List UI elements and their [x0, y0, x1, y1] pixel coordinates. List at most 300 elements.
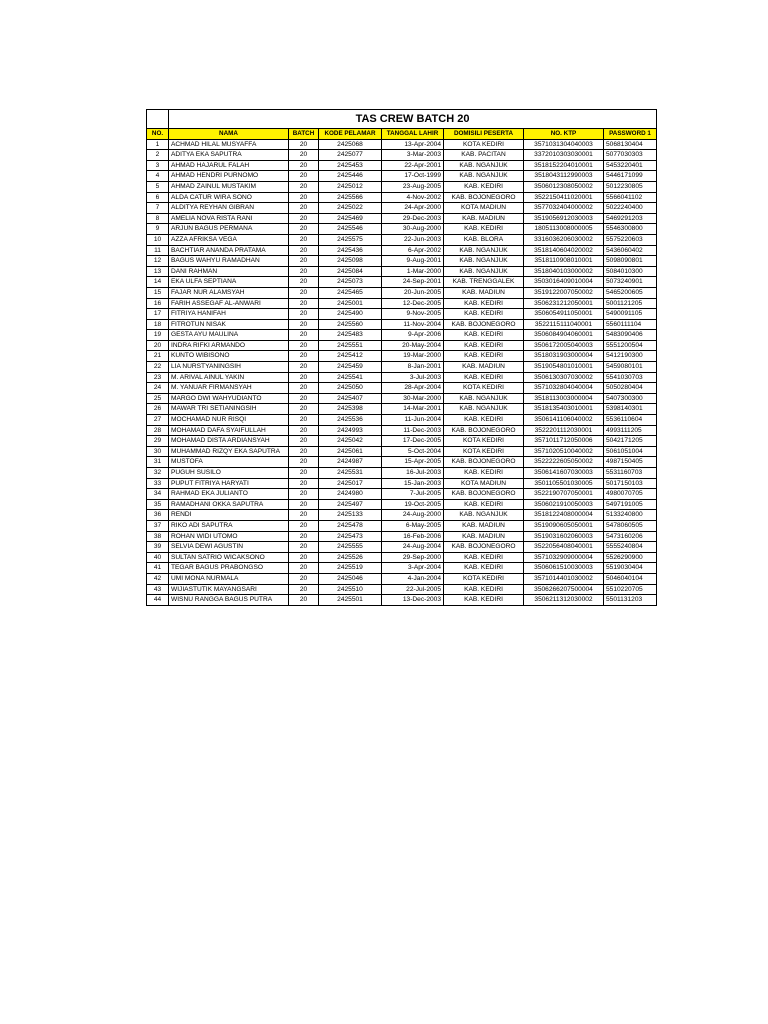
table-row — [147, 383, 657, 394]
cell-batch: 20 — [289, 478, 319, 489]
cell-no-ktp: 3519054801010001 — [524, 362, 604, 373]
cell-tanggal-lahir: 4-Jan-2004 — [382, 573, 444, 584]
cell-password: 5046040104 — [604, 573, 657, 584]
cell-password: 5478060505 — [604, 520, 657, 531]
table-row — [147, 499, 657, 510]
cell-no: 25 — [147, 393, 169, 404]
table-row — [147, 340, 657, 351]
cell-password: 5490091105 — [604, 309, 657, 320]
cell-no: 23 — [147, 372, 169, 383]
table-row — [147, 457, 657, 468]
cell-kode-pelamar: 2425046 — [319, 573, 382, 584]
header-row — [147, 129, 657, 140]
cell-tanggal-lahir: 19-Oct-2005 — [382, 499, 444, 510]
cell-nama: GESTA AYU MAULINA — [169, 330, 289, 341]
table-row — [147, 287, 657, 298]
cell-domisili: KAB. TRENGGALEK — [444, 277, 524, 288]
cell-nama: SULTAN SATRIO WICAKSONO — [169, 552, 289, 563]
cell-domisili: KAB. BOJONEGORO — [444, 425, 524, 436]
cell-kode-pelamar: 2425050 — [319, 383, 382, 394]
cell-password: 5017150103 — [604, 478, 657, 489]
table-row — [147, 160, 657, 171]
cell-nama: ACHMAD HILAL MUSYAFFA — [169, 139, 289, 150]
cell-no: 39 — [147, 542, 169, 553]
cell-no-ktp: 3522201112030001 — [524, 425, 604, 436]
cell-batch: 20 — [289, 552, 319, 563]
cell-domisili: KAB. BOJONEGORO — [444, 489, 524, 500]
cell-tanggal-lahir: 6-Apr-2002 — [382, 245, 444, 256]
cell-kode-pelamar: 2425459 — [319, 362, 382, 373]
cell-batch: 20 — [289, 192, 319, 203]
cell-nama: PUPUT FITRIYA HARYATI — [169, 478, 289, 489]
cell-no-ktp: 3506021910050003 — [524, 499, 604, 510]
cell-password: 5497191005 — [604, 499, 657, 510]
cell-no-ktp: 3522150411020001 — [524, 192, 604, 203]
cell-nama: RENDI — [169, 510, 289, 521]
cell-no: 4 — [147, 171, 169, 182]
cell-kode-pelamar: 2425022 — [319, 203, 382, 214]
cell-batch: 20 — [289, 383, 319, 394]
cell-domisili: KAB. KEDIRI — [444, 298, 524, 309]
table-row — [147, 404, 657, 415]
cell-batch: 20 — [289, 393, 319, 404]
cell-nama: WISNU RANGGA BAGUS PUTRA — [169, 595, 289, 606]
table-row — [147, 277, 657, 288]
cell-tanggal-lahir: 30-Mar-2000 — [382, 393, 444, 404]
cell-domisili: KAB. KEDIRI — [444, 224, 524, 235]
cell-no-ktp: 3519122007050002 — [524, 287, 604, 298]
cell-kode-pelamar: 2425566 — [319, 192, 382, 203]
cell-nama: AZZA AFRIKSA VEGA — [169, 234, 289, 245]
cell-tanggal-lahir: 28-Apr-2004 — [382, 383, 444, 394]
table-row — [147, 171, 657, 182]
cell-no-ktp: 3518043112990003 — [524, 171, 604, 182]
cell-no-ktp: 3501105501030005 — [524, 478, 604, 489]
cell-password: 5453220401 — [604, 160, 657, 171]
cell-batch: 20 — [289, 277, 319, 288]
cell-kode-pelamar: 2425531 — [319, 468, 382, 479]
cell-password: 5551200504 — [604, 340, 657, 351]
cell-nama: BAGUS WAHYU RAMADHAN — [169, 256, 289, 267]
cell-domisili: KAB. MADIUN — [444, 287, 524, 298]
cell-nama: RIKO ADI SAPUTRA — [169, 520, 289, 531]
cell-kode-pelamar: 2425541 — [319, 372, 382, 383]
cell-batch: 20 — [289, 171, 319, 182]
cell-domisili: KOTA KEDIRI — [444, 436, 524, 447]
table-row — [147, 245, 657, 256]
cell-tanggal-lahir: 11-Jun-2004 — [382, 415, 444, 426]
column-header-no-ktp: NO. KTP — [524, 129, 604, 140]
cell-nama: AHMAD HENDRI PURNOMO — [169, 171, 289, 182]
cell-no: 7 — [147, 203, 169, 214]
cell-tanggal-lahir: 7-Jul-2005 — [382, 489, 444, 500]
cell-kode-pelamar: 2425073 — [319, 277, 382, 288]
table-body — [147, 139, 657, 605]
cell-kode-pelamar: 2425098 — [319, 256, 382, 267]
cell-kode-pelamar: 2425068 — [319, 139, 382, 150]
cell-domisili: KAB. NGANJUK — [444, 171, 524, 182]
cell-batch: 20 — [289, 520, 319, 531]
cell-no: 24 — [147, 383, 169, 394]
cell-nama: MOHAMAD DISTA ARDIANSYAH — [169, 436, 289, 447]
cell-tanggal-lahir: 9-Apr-2006 — [382, 330, 444, 341]
cell-no-ktp: 3506084904060001 — [524, 330, 604, 341]
cell-tanggal-lahir: 29-Sep-2000 — [382, 552, 444, 563]
cell-kode-pelamar: 2425478 — [319, 520, 382, 531]
cell-password: 5510220705 — [604, 584, 657, 595]
cell-kode-pelamar: 2425519 — [319, 563, 382, 574]
cell-no-ktp: 3518122408000004 — [524, 510, 604, 521]
cell-tanggal-lahir: 24-Aug-2004 — [382, 542, 444, 553]
cell-tanggal-lahir: 9-Aug-2001 — [382, 256, 444, 267]
cell-no: 15 — [147, 287, 169, 298]
table-row — [147, 362, 657, 373]
cell-no-ktp: 3571020510040002 — [524, 446, 604, 457]
cell-batch: 20 — [289, 425, 319, 436]
cell-kode-pelamar: 2425407 — [319, 393, 382, 404]
cell-nama: M. YANUAR FIRMANSYAH — [169, 383, 289, 394]
cell-nama: BACHTIAR ANANDA PRATAMA — [169, 245, 289, 256]
cell-tanggal-lahir: 19-Mar-2000 — [382, 351, 444, 362]
table-row — [147, 266, 657, 277]
cell-domisili: KAB. KEDIRI — [444, 351, 524, 362]
cell-no: 19 — [147, 330, 169, 341]
cell-kode-pelamar: 2425490 — [319, 309, 382, 320]
cell-no-ktp: 3522115111040001 — [524, 319, 604, 330]
cell-kode-pelamar: 2425526 — [319, 552, 382, 563]
cell-domisili: KAB. KEDIRI — [444, 330, 524, 341]
cell-batch: 20 — [289, 256, 319, 267]
cell-domisili: KAB. KEDIRI — [444, 372, 524, 383]
cell-batch: 20 — [289, 531, 319, 542]
cell-domisili: KAB. KEDIRI — [444, 415, 524, 426]
column-header-batch: BATCH — [289, 129, 319, 140]
cell-password: 5001121205 — [604, 298, 657, 309]
cell-no: 43 — [147, 584, 169, 595]
cell-nama: AHMAD HAJARUL FALAH — [169, 160, 289, 171]
cell-batch: 20 — [289, 510, 319, 521]
cell-no: 20 — [147, 340, 169, 351]
cell-no-ktp: 3506012308050002 — [524, 181, 604, 192]
blank-corner-cell — [147, 110, 169, 129]
cell-domisili: KOTA KEDIRI — [444, 573, 524, 584]
cell-kode-pelamar: 2424987 — [319, 457, 382, 468]
cell-password: 5042171205 — [604, 436, 657, 447]
cell-domisili: KOTA KEDIRI — [444, 139, 524, 150]
cell-batch: 20 — [289, 415, 319, 426]
cell-no: 27 — [147, 415, 169, 426]
title-row — [147, 110, 657, 129]
cell-no-ktp: 3519056912030003 — [524, 213, 604, 224]
cell-password: 5541030703 — [604, 372, 657, 383]
cell-no: 40 — [147, 552, 169, 563]
cell-kode-pelamar: 2425077 — [319, 150, 382, 161]
cell-nama: INDRA RIFKI ARMANDO — [169, 340, 289, 351]
cell-batch: 20 — [289, 160, 319, 171]
cell-password: 5469291203 — [604, 213, 657, 224]
cell-no: 28 — [147, 425, 169, 436]
cell-batch: 20 — [289, 309, 319, 320]
cell-password: 5398140301 — [604, 404, 657, 415]
cell-tanggal-lahir: 13-Apr-2004 — [382, 139, 444, 150]
cell-no-ktp: 3518135403010001 — [524, 404, 604, 415]
cell-domisili: KAB. KEDIRI — [444, 499, 524, 510]
cell-no: 36 — [147, 510, 169, 521]
cell-kode-pelamar: 2425483 — [319, 330, 382, 341]
cell-nama: EKA ULFA SEPTIANA — [169, 277, 289, 288]
cell-batch: 20 — [289, 404, 319, 415]
cell-no-ktp: 3522190707050001 — [524, 489, 604, 500]
cell-kode-pelamar: 2425398 — [319, 404, 382, 415]
cell-batch: 20 — [289, 340, 319, 351]
table-row — [147, 139, 657, 150]
cell-no: 18 — [147, 319, 169, 330]
cell-no-ktp: 3506172005040003 — [524, 340, 604, 351]
table-row — [147, 542, 657, 553]
cell-kode-pelamar: 2424993 — [319, 425, 382, 436]
cell-no-ktp: 3518140604020002 — [524, 245, 604, 256]
cell-nama: MOCHAMAD NUR RISQI — [169, 415, 289, 426]
cell-password: 5050280404 — [604, 383, 657, 394]
cell-nama: FITRIYA HANIFAH — [169, 309, 289, 320]
cell-batch: 20 — [289, 245, 319, 256]
cell-kode-pelamar: 2425501 — [319, 595, 382, 606]
table-row — [147, 393, 657, 404]
cell-domisili: KAB. NGANJUK — [444, 245, 524, 256]
cell-nama: DANI RAHMAN — [169, 266, 289, 277]
cell-tanggal-lahir: 13-Dec-2003 — [382, 595, 444, 606]
cell-kode-pelamar: 2425042 — [319, 436, 382, 447]
cell-no-ktp: 3506141607030003 — [524, 468, 604, 479]
cell-kode-pelamar: 2425061 — [319, 446, 382, 457]
cell-no-ktp: 3518152204010001 — [524, 160, 604, 171]
cell-tanggal-lahir: 5-Oct-2004 — [382, 446, 444, 457]
cell-tanggal-lahir: 29-Dec-2003 — [382, 213, 444, 224]
cell-password: 5536110604 — [604, 415, 657, 426]
cell-kode-pelamar: 2425551 — [319, 340, 382, 351]
crew-table — [146, 109, 657, 606]
cell-nama: MARGO DWI WAHYUDIANTO — [169, 393, 289, 404]
cell-kode-pelamar: 2425017 — [319, 478, 382, 489]
cell-tanggal-lahir: 1-Mar-2000 — [382, 266, 444, 277]
cell-kode-pelamar: 2425497 — [319, 499, 382, 510]
cell-batch: 20 — [289, 234, 319, 245]
cell-nama: RAMADHANI OKKA SAPUTRA — [169, 499, 289, 510]
column-header-no: NO. — [147, 129, 169, 140]
cell-domisili: KAB. MADIUN — [444, 213, 524, 224]
cell-no-ktp: 3571014401030002 — [524, 573, 604, 584]
table-row — [147, 520, 657, 531]
cell-tanggal-lahir: 8-Jan-2001 — [382, 362, 444, 373]
cell-tanggal-lahir: 15-Jan-2003 — [382, 478, 444, 489]
cell-domisili: KAB. BOJONEGORO — [444, 457, 524, 468]
cell-kode-pelamar: 2425084 — [319, 266, 382, 277]
cell-nama: AHMAD ZAINUL MUSTAKIM — [169, 181, 289, 192]
cell-nama: ROHAN WIDI UTOMO — [169, 531, 289, 542]
cell-no: 13 — [147, 266, 169, 277]
cell-domisili: KAB. KEDIRI — [444, 595, 524, 606]
table-row — [147, 192, 657, 203]
cell-batch: 20 — [289, 436, 319, 447]
cell-no: 30 — [147, 446, 169, 457]
cell-no-ktp: 3372010303030001 — [524, 150, 604, 161]
cell-tanggal-lahir: 22-Jun-2003 — [382, 234, 444, 245]
cell-batch: 20 — [289, 203, 319, 214]
cell-batch: 20 — [289, 372, 319, 383]
cell-domisili: KAB. NGANJUK — [444, 160, 524, 171]
cell-no: 10 — [147, 234, 169, 245]
cell-password: 5560111104 — [604, 319, 657, 330]
cell-tanggal-lahir: 3-Apr-2004 — [382, 563, 444, 574]
column-header-domisili-peserta: DOMISILI PESERTA — [444, 129, 524, 140]
table-row — [147, 531, 657, 542]
cell-password: 5555240804 — [604, 542, 657, 553]
cell-domisili: KOTA MADIUN — [444, 203, 524, 214]
cell-batch: 20 — [289, 298, 319, 309]
cell-no-ktp: 3506211312030002 — [524, 595, 604, 606]
table-row — [147, 425, 657, 436]
cell-tanggal-lahir: 3-Mar-2003 — [382, 150, 444, 161]
cell-domisili: KAB. KEDIRI — [444, 340, 524, 351]
cell-batch: 20 — [289, 573, 319, 584]
cell-password: 5446171099 — [604, 171, 657, 182]
cell-tanggal-lahir: 11-Dec-2003 — [382, 425, 444, 436]
table-row — [147, 181, 657, 192]
cell-tanggal-lahir: 16-Jul-2003 — [382, 468, 444, 479]
cell-nama: MAWAR TRI SETIANINGSIH — [169, 404, 289, 415]
table-row — [147, 203, 657, 214]
cell-password: 5531160703 — [604, 468, 657, 479]
cell-password: 4980070705 — [604, 489, 657, 500]
cell-domisili: KAB. BOJONEGORO — [444, 542, 524, 553]
cell-password: 5501131203 — [604, 595, 657, 606]
cell-domisili: KAB. NGANJUK — [444, 404, 524, 415]
cell-no-ktp: 3571032909000004 — [524, 552, 604, 563]
cell-no: 1 — [147, 139, 169, 150]
table-row — [147, 573, 657, 584]
cell-domisili: KAB. BOJONEGORO — [444, 192, 524, 203]
cell-password: 4993111205 — [604, 425, 657, 436]
cell-batch: 20 — [289, 499, 319, 510]
cell-nama: LIA NURSTYANINGSIH — [169, 362, 289, 373]
cell-domisili: KOTA KEDIRI — [444, 446, 524, 457]
cell-nama: FAJAR NUR ALAMSYAH — [169, 287, 289, 298]
cell-domisili: KAB. NGANJUK — [444, 256, 524, 267]
cell-domisili: KAB. MADIUN — [444, 531, 524, 542]
table-row — [147, 510, 657, 521]
cell-password: 5133240800 — [604, 510, 657, 521]
cell-batch: 20 — [289, 362, 319, 373]
cell-no: 16 — [147, 298, 169, 309]
cell-tanggal-lahir: 24-Aug-2000 — [382, 510, 444, 521]
cell-nama: PUGUH SUSILO — [169, 468, 289, 479]
cell-batch: 20 — [289, 266, 319, 277]
cell-tanggal-lahir: 24-Apr-2000 — [382, 203, 444, 214]
cell-no-ktp: 3518110908010001 — [524, 256, 604, 267]
cell-no-ktp: 3506231212050001 — [524, 298, 604, 309]
cell-no: 6 — [147, 192, 169, 203]
cell-no: 41 — [147, 563, 169, 574]
cell-password: 5566041102 — [604, 192, 657, 203]
cell-nama: AMELIA NOVA RISTA RANI — [169, 213, 289, 224]
cell-kode-pelamar: 2425012 — [319, 181, 382, 192]
cell-tanggal-lahir: 20-Jun-2005 — [382, 287, 444, 298]
cell-no-ktp: 3506130307030002 — [524, 372, 604, 383]
cell-no: 42 — [147, 573, 169, 584]
cell-batch: 20 — [289, 351, 319, 362]
table-row — [147, 234, 657, 245]
cell-nama: SELVIA DEWI AGUSTIN — [169, 542, 289, 553]
table-row — [147, 468, 657, 479]
table-row — [147, 415, 657, 426]
column-header-nama: NAMA — [169, 129, 289, 140]
cell-password: 5068130404 — [604, 139, 657, 150]
cell-batch: 20 — [289, 584, 319, 595]
cell-password: 5077030303 — [604, 150, 657, 161]
cell-nama: ALDA CATUR WIRA SONO — [169, 192, 289, 203]
table-row — [147, 150, 657, 161]
cell-batch: 20 — [289, 563, 319, 574]
cell-tanggal-lahir: 16-Feb-2006 — [382, 531, 444, 542]
cell-password: 5575220603 — [604, 234, 657, 245]
column-header-password: PASSWORD 1 — [604, 129, 657, 140]
cell-no: 11 — [147, 245, 169, 256]
cell-tanggal-lahir: 12-Dec-2005 — [382, 298, 444, 309]
cell-kode-pelamar: 2425453 — [319, 160, 382, 171]
table-row — [147, 213, 657, 224]
cell-no: 29 — [147, 436, 169, 447]
cell-tanggal-lahir: 6-May-2005 — [382, 520, 444, 531]
cell-no: 9 — [147, 224, 169, 235]
cell-nama: ARJUN BAGUS PERMANA — [169, 224, 289, 235]
cell-batch: 20 — [289, 287, 319, 298]
cell-password: 5098090801 — [604, 256, 657, 267]
cell-password: 4987150405 — [604, 457, 657, 468]
cell-no: 31 — [147, 457, 169, 468]
cell-domisili: KAB. MADIUN — [444, 362, 524, 373]
cell-no-ktp: 3518040103000002 — [524, 266, 604, 277]
cell-batch: 20 — [289, 224, 319, 235]
cell-nama: KUNTO WIBISONO — [169, 351, 289, 362]
cell-batch: 20 — [289, 150, 319, 161]
cell-domisili: KAB. KEDIRI — [444, 468, 524, 479]
table-row — [147, 552, 657, 563]
cell-domisili: KAB. NGANJUK — [444, 510, 524, 521]
cell-nama: TEGAR BAGUS PRABONGSO — [169, 563, 289, 574]
cell-batch: 20 — [289, 489, 319, 500]
cell-no: 32 — [147, 468, 169, 479]
cell-domisili: KAB. BOJONEGORO — [444, 319, 524, 330]
cell-no-ktp: 3571032804040004 — [524, 383, 604, 394]
cell-nama: FITROTUN NISAK — [169, 319, 289, 330]
cell-kode-pelamar: 2425412 — [319, 351, 382, 362]
cell-no-ktp: 3518113003000004 — [524, 393, 604, 404]
cell-no: 17 — [147, 309, 169, 320]
cell-kode-pelamar: 2425555 — [319, 542, 382, 553]
cell-domisili: KAB. NGANJUK — [444, 266, 524, 277]
cell-tanggal-lahir: 11-Nov-2004 — [382, 319, 444, 330]
cell-no-ktp: 3503016409010004 — [524, 277, 604, 288]
cell-domisili: KOTA MADIUN — [444, 478, 524, 489]
cell-no-ktp: 3506061510030003 — [524, 563, 604, 574]
cell-kode-pelamar: 2425560 — [319, 319, 382, 330]
table-row — [147, 436, 657, 447]
cell-no-ktp: 1805113008000005 — [524, 224, 604, 235]
cell-no: 2 — [147, 150, 169, 161]
cell-password: 5465200605 — [604, 287, 657, 298]
cell-domisili: KOTA KEDIRI — [444, 383, 524, 394]
cell-nama: ADITYA EKA SAPUTRA — [169, 150, 289, 161]
